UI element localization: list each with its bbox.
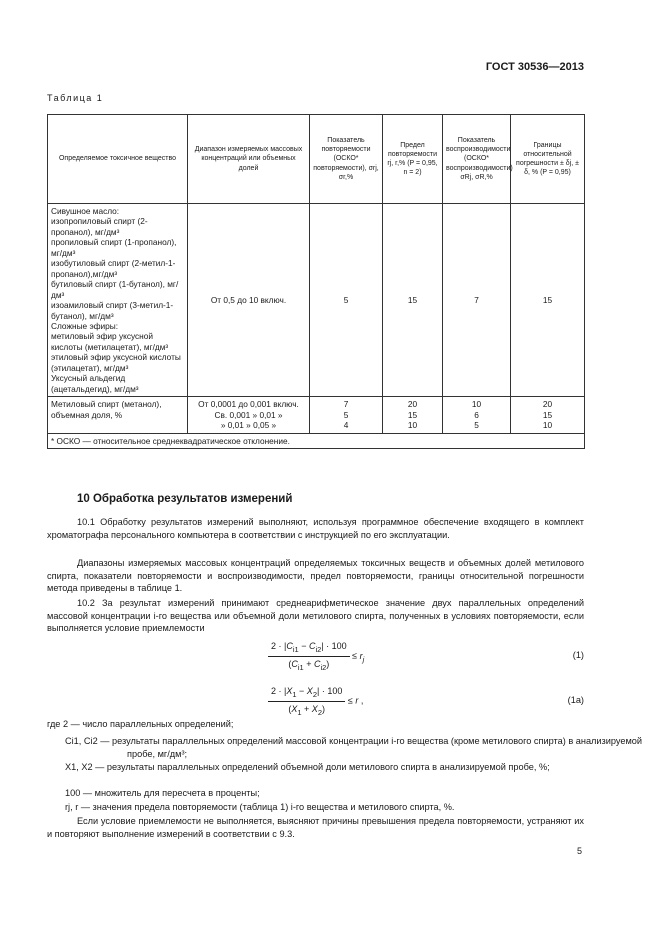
legend-line: rj, r — значения предела повторяемости (таблица 1) i-го вещества и метилового спирта, %.: [65, 802, 455, 812]
header-repeatability: Показатель повторяемости (ОСКО* повторяемости), σrj, σr,%: [310, 115, 383, 204]
substance-item: этиловый эфир уксусной кислоты (этилацетат), мг/дм³: [51, 352, 181, 373]
value: 5: [474, 420, 479, 431]
value: 15: [407, 409, 418, 420]
page-number: 5: [576, 846, 582, 856]
value: 7: [343, 399, 349, 410]
document-id: ГОСТ 30536—2013: [485, 61, 584, 73]
substance-list: [48, 204, 188, 397]
value: 5: [343, 409, 349, 420]
sigma-R-cell: 7: [443, 204, 511, 397]
paragraph: Если условие приемлемости не выполняется, выясняют причины превышения предела повторяемости, устраняют их и повторяют выполнение измерений в соответствии с 9.3.: [47, 816, 584, 839]
legend-line: где 2 — число параллельных определений;: [47, 719, 234, 729]
formula-number: (1а): [567, 695, 584, 705]
range-cell: От 0,5 до 10 включ.: [188, 204, 310, 397]
table-footnote-row: [48, 433, 585, 448]
sigma-r-cell: [310, 397, 383, 433]
table-caption: Таблица 1: [47, 93, 104, 103]
sigma-R-cell: [443, 397, 511, 433]
value: 10: [407, 420, 418, 431]
value: 10: [542, 420, 553, 431]
formula-1: $\frac{2 \cdot |C_{i1} - C_{i2}| \cdot 100}{(C_{i1} + C_{i2})}$ ≤ $r_j$: [268, 641, 364, 672]
table-row: [48, 204, 585, 397]
header-error-bounds: Границы относительной погрешности ± δj, ± δ, % (P = 0,95): [511, 115, 585, 204]
header-reproducibility: Показатель воспроизводимости (ОСКО* воспроизводимости) σRj, σR,%: [443, 115, 511, 204]
value: 20: [407, 399, 418, 410]
substance-item: изопропиловый спирт (2-пропанол), мг/дм³: [51, 216, 148, 237]
methanol-cell: Метиловый спирт (метанол), объемная доля, %: [48, 397, 188, 433]
paragraph: Диапазоны измеряемых массовых концентраций определяемых токсичных веществ и объемных долей метилового спирта, показатели повторяемости и воспроизводимости, предел повторяемости, границы относительной погрешности метода приведены в таблице 1.: [47, 558, 584, 594]
substance-item: Уксусный альдегид (ацетальдегид), мг/дм³: [51, 373, 139, 394]
value: 4: [343, 420, 349, 431]
header-substance: Определяемое токсичное вещество: [48, 115, 188, 204]
section-title: 10 Обработка результатов измерений: [77, 493, 293, 505]
header-repeatability-limit: Предел повторяемости rj, r,% (P = 0,95, n = 2): [383, 115, 443, 204]
table-1: [47, 114, 585, 449]
table-header-row: [48, 115, 585, 204]
formula-1a: $\frac{2 \cdot |X_1 - X_2| \cdot 100}{(X_1 + X_2)}$ ≤ r ,: [268, 686, 363, 717]
sigma-r-cell: 5: [310, 204, 383, 397]
r-cell: [383, 397, 443, 433]
substance-item: изоамиловый спирт (3-метил-1-бутанол), мг/дм³: [51, 300, 174, 321]
legend-line: Ci1, Ci2 — результаты параллельных определений массовой концентрации i-го вещества (кроме метилового спирта) в анализируемой пробе, мг/дм³;: [65, 736, 643, 759]
paragraph: 10.2 За результат измерений принимают среднеарифметическое значение двух параллельных определений массовой концентрации i-го вещества или объемной доли метилового спирта, полученных в условиях повторяемости, если выполняется условие приемлемости: [47, 598, 584, 634]
table-footnote: * ОСКО — относительное среднеквадратическое отклонение.: [48, 433, 585, 448]
value: 15: [542, 409, 553, 420]
delta-cell: 15: [511, 204, 585, 397]
r-cell: 15: [383, 204, 443, 397]
paragraph: 10.1 Обработку результатов измерений выполняют, используя программное обеспечение входящего в комплект хроматографа персонального компьютера в соответствии с инструкцией по его эксплуатации.: [47, 517, 584, 540]
range-line: » 0,01 » 0,05 »: [220, 420, 277, 431]
range-line: От 0,0001 до 0,001 включ.: [198, 399, 299, 410]
substance-item: пропиловый спирт (1-пропанол), мг/дм³: [51, 237, 177, 258]
substance-item: бутиловый спирт (1-бутанол), мг/дм³: [51, 279, 179, 300]
delta-cell: [511, 397, 585, 433]
legend-line: 100 — множитель для пересчета в проценты;: [65, 788, 260, 798]
value: 20: [542, 399, 553, 410]
header-range: Диапазон измеряемых массовых концентраций или объемных долей: [188, 115, 310, 204]
substance-item: Сивушное масло:: [51, 206, 120, 216]
legend-line: X1, X2 — результаты параллельных определений объемной доли метилового спирта в анализируемой пробе, %;: [65, 762, 550, 772]
substance-item: Сложные эфиры:: [51, 320, 119, 331]
range-line: Св. 0,001 » 0,01 »: [214, 409, 283, 420]
formula-number: (1): [572, 650, 584, 660]
substance-item: метиловый эфир уксусной кислоты (метилацетат), мг/дм³: [51, 331, 169, 352]
range-cell: [188, 397, 310, 433]
value: 10: [471, 399, 482, 410]
table-row: [48, 397, 585, 433]
substance-item: изобутиловый спирт (2-метил-1-пропанол),мг/дм³: [51, 258, 176, 279]
value: 6: [474, 409, 479, 420]
